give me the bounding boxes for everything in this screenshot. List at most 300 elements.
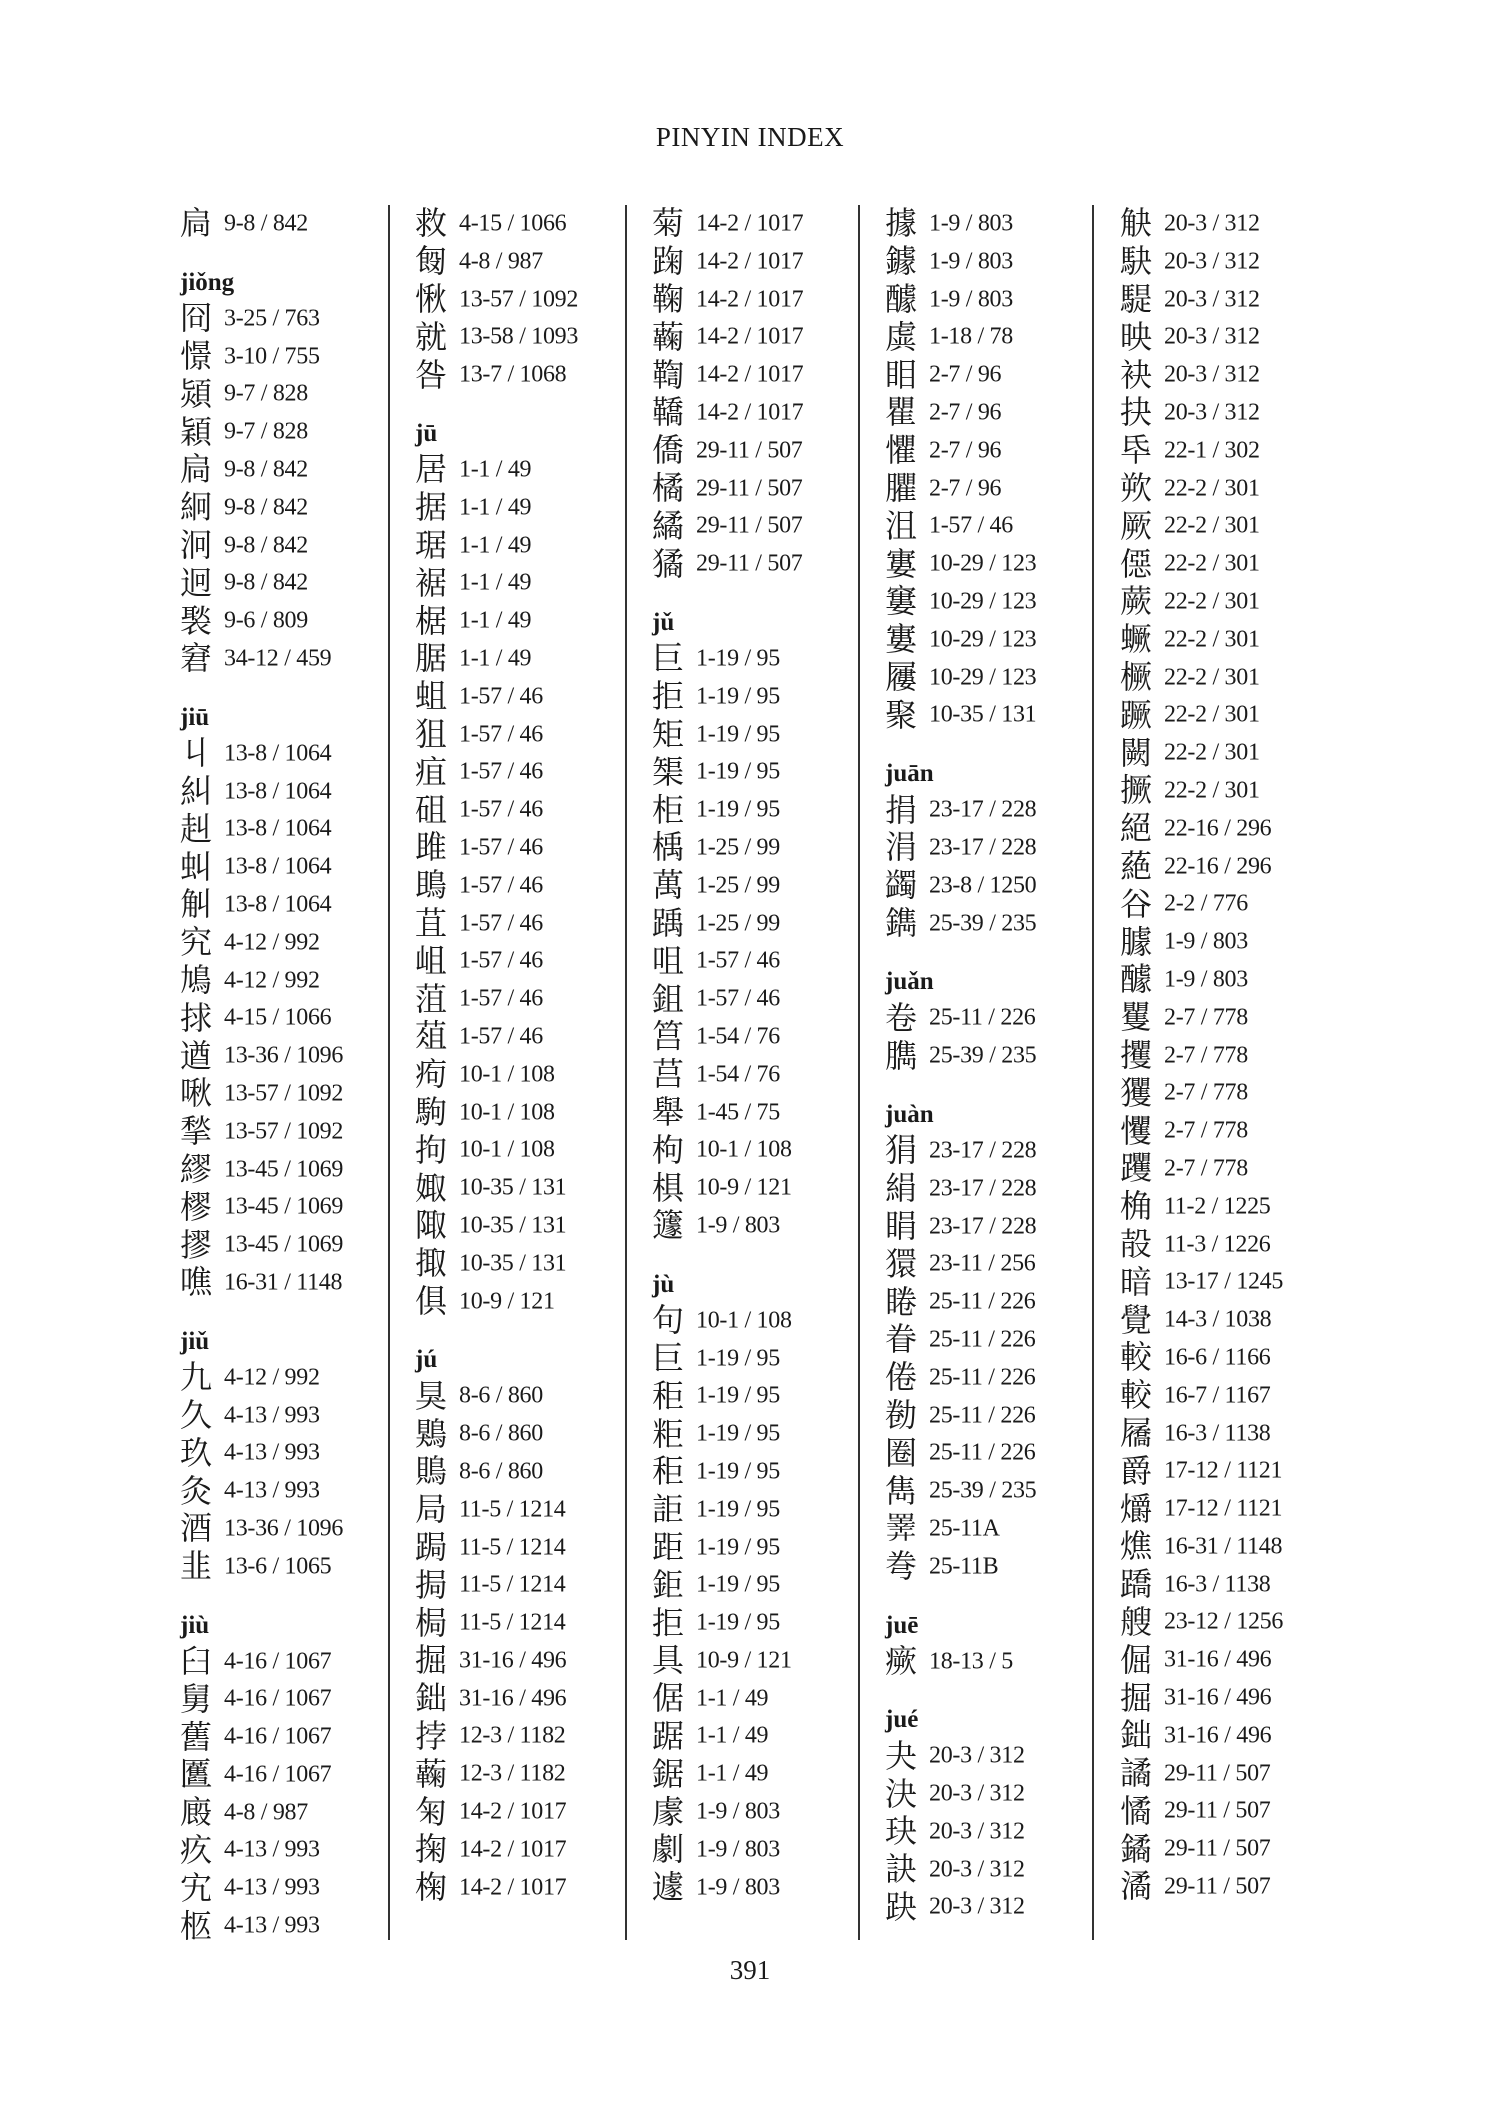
entry-reference: 29-11 / 507 xyxy=(1164,1797,1271,1824)
index-entry xyxy=(652,1491,892,1529)
entry-reference: 25-11B xyxy=(929,1553,999,1580)
entry-reference: 20-3 / 312 xyxy=(1164,323,1260,350)
entry-reference: 1-1 / 49 xyxy=(696,1760,769,1787)
entry-character: 救 xyxy=(415,204,448,243)
index-entry xyxy=(180,1510,420,1548)
index-entry xyxy=(180,1226,420,1264)
entry-reference: 2-7 / 96 xyxy=(929,437,1002,464)
entry-reference: 2-7 / 778 xyxy=(1164,1117,1248,1144)
entry-character: 秬 xyxy=(652,1376,685,1415)
index-entry xyxy=(885,205,1125,243)
index-entry xyxy=(885,243,1125,281)
index-entry xyxy=(1120,961,1360,999)
index-entry xyxy=(652,640,892,678)
syllable-heading: jū xyxy=(415,419,438,447)
index-entry xyxy=(885,1321,1125,1359)
entry-character: 揫 xyxy=(180,1112,213,1151)
entry-reference: 25-39 / 235 xyxy=(929,1477,1037,1504)
entry-reference: 14-3 / 1038 xyxy=(1164,1306,1272,1333)
entry-reference: 1-19 / 95 xyxy=(696,1344,780,1371)
entry-character: 涓 xyxy=(885,828,918,867)
entry-reference: 1-19 / 95 xyxy=(696,720,780,747)
index-entry xyxy=(652,1207,892,1245)
index-entry xyxy=(652,1094,892,1132)
entry-character: 睠 xyxy=(885,1282,918,1321)
entry-reference: 1-54 / 76 xyxy=(696,1023,780,1050)
entry-character: 鐻 xyxy=(885,242,918,281)
entry-character: 鋸 xyxy=(652,1754,685,1793)
syllable-heading: jiǒng xyxy=(180,268,235,296)
entry-character: 砠 xyxy=(415,790,448,829)
entry-reference: 16-31 / 1148 xyxy=(1164,1533,1283,1560)
entry-reference: 14-2 / 1017 xyxy=(696,361,804,388)
index-entry xyxy=(415,1642,655,1680)
entry-character: 痀 xyxy=(415,1055,448,1094)
entry-reference: 16-7 / 1167 xyxy=(1164,1382,1271,1409)
entry-character: 虯 xyxy=(180,847,213,886)
entry-reference: 4-16 / 1067 xyxy=(224,1685,332,1712)
entry-character: 韭 xyxy=(180,1547,213,1586)
entry-character: 琚 xyxy=(415,526,448,564)
entry-reference: 13-8 / 1064 xyxy=(224,740,332,767)
entry-character: 豦 xyxy=(652,1792,685,1831)
entry-reference: 3-25 / 763 xyxy=(224,305,320,332)
entry-character: 倔 xyxy=(1120,1640,1153,1679)
entry-character: 醵 xyxy=(885,280,918,319)
entry-reference: 17-12 / 1121 xyxy=(1164,1495,1283,1522)
entry-character: 跼 xyxy=(415,1527,448,1566)
entry-character: 燋 xyxy=(1120,1527,1153,1566)
index-entry xyxy=(885,999,1125,1037)
entry-reference: 13-17 / 1245 xyxy=(1164,1268,1284,1295)
entry-reference: 23-17 / 228 xyxy=(929,796,1037,823)
index-entry xyxy=(885,1208,1125,1246)
entry-character: 瘚 xyxy=(885,1641,918,1680)
entry-reference: 2-7 / 96 xyxy=(929,361,1002,388)
entry-reference: 13-57 / 1092 xyxy=(224,1118,344,1145)
entry-character: 矍 xyxy=(1120,998,1153,1037)
entry-character: 掫 xyxy=(415,1244,448,1283)
entry-reference: 29-11 / 507 xyxy=(1164,1760,1271,1787)
entry-character: 楀 xyxy=(652,828,685,867)
index-entry xyxy=(415,564,655,602)
entry-character: 抉 xyxy=(1120,393,1153,432)
index-entry xyxy=(415,1793,655,1831)
entry-reference: 1-57 / 46 xyxy=(696,985,780,1012)
entry-reference: 20-3 / 312 xyxy=(1164,361,1260,388)
entry-character: 爵 xyxy=(1120,1451,1153,1490)
entry-reference: 1-54 / 76 xyxy=(696,1061,780,1088)
entry-reference: 10-1 / 108 xyxy=(459,1136,555,1163)
entry-reference: 13-57 / 1092 xyxy=(459,286,579,313)
entry-character: 較 xyxy=(1120,1338,1153,1377)
entry-character: 匶 xyxy=(180,1755,213,1794)
index-entry xyxy=(652,1680,892,1718)
index-entry xyxy=(415,205,655,243)
entry-character: 蘜 xyxy=(652,317,685,356)
index-entry xyxy=(885,1851,1125,1889)
entry-reference: 1-57 / 46 xyxy=(696,947,780,974)
entry-reference: 29-11 / 507 xyxy=(696,550,803,577)
entry-reference: 13-58 / 1093 xyxy=(459,323,579,350)
entry-reference: 13-45 / 1069 xyxy=(224,1231,344,1258)
index-entry xyxy=(652,1131,892,1169)
entry-reference: 13-7 / 1068 xyxy=(459,361,567,388)
index-entry xyxy=(885,470,1125,508)
entry-reference: 29-11 / 507 xyxy=(696,437,803,464)
entry-reference: 4-13 / 993 xyxy=(224,1912,320,1939)
entry-reference: 12-3 / 1182 xyxy=(459,1760,566,1787)
entry-reference: 20-3 / 312 xyxy=(929,1780,1025,1807)
index-entry xyxy=(652,1302,892,1340)
entry-character: 憰 xyxy=(1120,1791,1153,1830)
entry-character: 狊 xyxy=(415,1376,448,1415)
index-entry xyxy=(652,1869,892,1907)
entry-reference: 1-57 / 46 xyxy=(929,512,1013,539)
index-entry xyxy=(415,1094,655,1132)
index-entry xyxy=(180,602,420,640)
entry-reference: 31-16 / 496 xyxy=(459,1647,567,1674)
entry-character: 獝 xyxy=(652,544,685,583)
entry-reference: 18-13 / 5 xyxy=(929,1647,1013,1674)
entry-character: 醵 xyxy=(1120,960,1153,999)
entry-character: 九 xyxy=(180,1358,213,1397)
syllable-heading: juān xyxy=(885,760,934,788)
syllable-group xyxy=(415,1343,655,1906)
entry-character: 橘 xyxy=(652,469,685,507)
entry-reference: 10-9 / 121 xyxy=(696,1647,792,1674)
entry-character: 苴 xyxy=(415,903,448,942)
entry-reference: 22-2 / 301 xyxy=(1164,512,1260,539)
index-entry xyxy=(885,905,1125,943)
entry-character: 秬 xyxy=(652,1452,685,1491)
index-entry xyxy=(885,1434,1125,1472)
entry-character: 疽 xyxy=(415,752,448,791)
index-entry xyxy=(885,1472,1125,1510)
index-entry xyxy=(180,1397,420,1435)
index-entry xyxy=(652,1566,892,1604)
entry-reference: 1-19 / 95 xyxy=(696,796,780,823)
index-entry xyxy=(180,1869,420,1907)
entry-reference: 34-12 / 459 xyxy=(224,645,332,672)
index-entry xyxy=(652,1415,892,1453)
index-entry xyxy=(652,356,892,394)
entry-character: 挶 xyxy=(415,1565,448,1604)
index-entry xyxy=(1120,1037,1360,1075)
entry-reference: 13-57 / 1092 xyxy=(224,1080,344,1107)
entry-reference: 8-6 / 860 xyxy=(459,1420,543,1447)
index-entry xyxy=(652,1056,892,1094)
index-entry xyxy=(415,1377,655,1415)
index-entry xyxy=(1120,1717,1360,1755)
entry-character: 舅 xyxy=(180,1679,213,1718)
entry-character: 映 xyxy=(1120,317,1153,356)
index-entry xyxy=(180,1264,420,1302)
entry-character: 疚 xyxy=(180,1830,213,1869)
entry-character: 踽 xyxy=(652,903,685,942)
entry-character: 絹 xyxy=(885,1169,918,1208)
index-entry xyxy=(1120,999,1360,1037)
syllable-heading: jiù xyxy=(180,1611,210,1639)
entry-character: 㱿 xyxy=(1120,1224,1153,1263)
index-entry xyxy=(415,1680,655,1718)
entry-reference: 1-1 / 49 xyxy=(459,569,532,596)
entry-reference: 11-5 / 1214 xyxy=(459,1571,566,1598)
entry-character: 椇 xyxy=(652,1168,685,1207)
entry-reference: 25-11 / 226 xyxy=(929,1439,1036,1466)
entry-character: 僫 xyxy=(1120,544,1153,583)
index-entry xyxy=(652,867,892,905)
index-entry xyxy=(652,507,892,545)
entry-character: 拘 xyxy=(415,1130,448,1169)
entry-reference: 14-2 / 1017 xyxy=(459,1798,567,1825)
entry-character: 駒 xyxy=(415,1092,448,1131)
entry-reference: 1-9 / 803 xyxy=(696,1874,780,1901)
entry-character: 捄 xyxy=(180,998,213,1037)
entry-reference: 1-1 / 49 xyxy=(696,1722,769,1749)
entry-character: 玃 xyxy=(1120,1073,1153,1112)
entry-reference: 9-8 / 842 xyxy=(224,494,308,521)
syllable-group xyxy=(180,701,420,1302)
entry-reference: 8-6 / 860 xyxy=(459,1382,543,1409)
entry-character: 虡 xyxy=(885,317,918,356)
index-entry xyxy=(1120,545,1360,583)
index-entry xyxy=(415,1529,655,1567)
entry-reference: 9-6 / 809 xyxy=(224,607,308,634)
entry-reference: 14-2 / 1017 xyxy=(459,1874,567,1901)
syllable-group xyxy=(885,757,1125,942)
entry-character: 䀠 xyxy=(885,355,918,394)
entry-reference: 22-2 / 301 xyxy=(1164,739,1260,766)
entry-character: 冏 xyxy=(180,299,213,338)
entry-character: 躩 xyxy=(1120,1149,1153,1188)
entry-character: 睊 xyxy=(885,1206,918,1245)
entry-reference: 10-29 / 123 xyxy=(929,588,1037,615)
index-entry xyxy=(415,980,655,1018)
entry-character: 鳩 xyxy=(180,960,213,999)
entry-character: 蘜 xyxy=(415,1754,448,1793)
index-entry xyxy=(415,281,655,319)
entry-reference: 25-11 / 226 xyxy=(929,1401,1036,1428)
index-entry xyxy=(180,300,420,338)
entry-reference: 31-16 / 496 xyxy=(459,1685,567,1712)
index-entry xyxy=(652,980,892,1018)
index-entry xyxy=(180,1548,420,1586)
entry-character: 欮 xyxy=(1120,469,1153,507)
entry-reference: 1-9 / 803 xyxy=(696,1212,780,1239)
entry-character: 椐 xyxy=(415,601,448,640)
entry-character: 矩 xyxy=(652,714,685,753)
index-entry xyxy=(180,962,420,1000)
entry-character: 泂 xyxy=(180,526,213,564)
entry-character: 娵 xyxy=(415,1168,448,1207)
entry-reference: 25-11A xyxy=(929,1515,1000,1542)
entry-character: 絕 xyxy=(1120,809,1153,848)
entry-reference: 14-2 / 1017 xyxy=(696,286,804,313)
entry-reference: 20-3 / 312 xyxy=(1164,210,1260,237)
entry-character: 谷 xyxy=(1120,884,1153,923)
entry-reference: 16-3 / 1138 xyxy=(1164,1571,1271,1598)
entry-reference: 22-2 / 301 xyxy=(1164,777,1260,804)
index-entry xyxy=(415,356,655,394)
index-entry xyxy=(180,924,420,962)
entry-character: 絅 xyxy=(180,488,213,527)
entry-character: 樛 xyxy=(180,1187,213,1226)
entry-reference: 10-1 / 108 xyxy=(696,1136,792,1163)
entry-character: 筥 xyxy=(652,1017,685,1056)
syllable-group xyxy=(652,205,892,583)
entry-reference: 1-57 / 46 xyxy=(459,872,543,899)
entry-reference: 1-19 / 95 xyxy=(696,1571,780,1598)
entry-character: 椈 xyxy=(415,1868,448,1907)
entry-reference: 4-16 / 1067 xyxy=(224,1647,332,1674)
entry-reference: 1-1 / 49 xyxy=(459,494,532,521)
index-entry xyxy=(415,1755,655,1793)
index-entry xyxy=(180,1831,420,1869)
entry-character: 局 xyxy=(415,1490,448,1529)
index-entry xyxy=(652,1717,892,1755)
entry-character: 扃 xyxy=(180,450,213,489)
entry-reference: 10-35 / 131 xyxy=(459,1174,567,1201)
index-entry xyxy=(1120,1566,1360,1604)
syllable-heading: jiǔ xyxy=(180,1327,210,1355)
index-entry xyxy=(652,470,892,508)
entry-reference: 13-36 / 1096 xyxy=(224,1515,344,1542)
entry-reference: 22-2 / 301 xyxy=(1164,701,1260,728)
index-entry xyxy=(1120,1603,1360,1641)
page-title: PINYIN INDEX xyxy=(655,122,845,152)
entry-character: 鵙 xyxy=(415,1452,448,1491)
entry-character: 柩 xyxy=(180,1906,213,1945)
entry-reference: 14-2 / 1017 xyxy=(696,248,804,275)
entry-reference: 20-3 / 312 xyxy=(929,1893,1025,1920)
entry-reference: 10-1 / 108 xyxy=(696,1307,792,1334)
entry-character: 拒 xyxy=(652,1603,685,1642)
syllable-heading: jú xyxy=(415,1346,438,1374)
index-entry xyxy=(415,753,655,791)
index-entry xyxy=(1120,507,1360,545)
index-entry xyxy=(1120,243,1360,281)
index-entry xyxy=(885,1510,1125,1548)
entry-reference: 9-8 / 842 xyxy=(224,569,308,596)
entry-reference: 25-11 / 226 xyxy=(929,1004,1036,1031)
index-entry xyxy=(415,1056,655,1094)
index-entry xyxy=(415,1245,655,1283)
index-entry xyxy=(415,1453,655,1491)
index-entry xyxy=(652,1831,892,1869)
index-entry xyxy=(415,905,655,943)
syllable-heading: juē xyxy=(885,1611,919,1639)
index-entry xyxy=(415,1491,655,1529)
entry-reference: 9-7 / 828 xyxy=(224,418,308,445)
entry-character: 駃 xyxy=(1120,242,1153,281)
index-entry xyxy=(1120,772,1360,810)
entry-character: 穎 xyxy=(180,412,213,451)
entry-character: 獧 xyxy=(885,1244,918,1283)
index-entry xyxy=(885,1037,1125,1075)
index-entry xyxy=(1120,1755,1360,1793)
entry-reference: 13-45 / 1069 xyxy=(224,1193,344,1220)
entry-reference: 4-13 / 993 xyxy=(224,1439,320,1466)
entry-reference: 23-8 / 1250 xyxy=(929,872,1037,899)
index-entry xyxy=(180,735,420,773)
entry-reference: 4-8 / 987 xyxy=(459,248,543,275)
entry-character: 寠 xyxy=(885,544,918,583)
index-entry xyxy=(885,394,1125,432)
entry-reference: 20-3 / 312 xyxy=(929,1818,1025,1845)
entry-character: 岨 xyxy=(415,941,448,980)
entry-reference: 1-57 / 46 xyxy=(459,758,543,785)
index-column xyxy=(415,205,655,1906)
entry-reference: 1-19 / 95 xyxy=(696,1609,780,1636)
entry-character: 宄 xyxy=(180,1868,213,1907)
entry-character: 觖 xyxy=(1120,204,1153,243)
index-entry xyxy=(415,1283,655,1321)
entry-reference: 29-11 / 507 xyxy=(1164,1835,1271,1862)
entry-character: 鶪 xyxy=(415,1414,448,1453)
index-entry xyxy=(885,507,1125,545)
entry-reference: 8-6 / 860 xyxy=(459,1458,543,1485)
entry-reference: 11-2 / 1225 xyxy=(1164,1193,1271,1220)
entry-reference: 16-31 / 1148 xyxy=(224,1269,343,1296)
entry-reference: 2-2 / 776 xyxy=(1164,890,1248,917)
syllable-heading: jǔ xyxy=(652,608,675,636)
entry-reference: 1-25 / 99 xyxy=(696,909,780,936)
index-entry xyxy=(1120,1074,1360,1112)
entry-reference: 2-7 / 96 xyxy=(929,399,1002,426)
index-entry xyxy=(885,281,1125,319)
index-entry xyxy=(1120,1452,1360,1490)
entry-character: 袂 xyxy=(1120,355,1153,394)
entry-character: 腒 xyxy=(415,639,448,678)
entry-reference: 1-9 / 803 xyxy=(696,1836,780,1863)
index-entry xyxy=(885,356,1125,394)
index-entry xyxy=(180,810,420,848)
index-entry xyxy=(1120,1188,1360,1226)
entry-reference: 31-16 / 496 xyxy=(1164,1646,1272,1673)
entry-character: 据 xyxy=(415,488,448,527)
entry-character: 觓 xyxy=(180,885,213,924)
syllable-heading: juǎn xyxy=(885,968,934,996)
entry-reference: 9-8 / 842 xyxy=(224,532,308,558)
entry-character: 臞 xyxy=(885,469,918,507)
index-entry xyxy=(652,1377,892,1415)
entry-character: 摎 xyxy=(180,1225,213,1264)
index-entry xyxy=(180,1075,420,1113)
index-entry xyxy=(415,1018,655,1056)
index-entry xyxy=(1120,1377,1360,1415)
entry-reference: 4-15 / 1066 xyxy=(224,1004,332,1031)
syllable-group xyxy=(652,1268,892,1907)
index-entry xyxy=(652,394,892,432)
entry-character: 橛 xyxy=(1120,657,1153,696)
syllable-group xyxy=(180,205,420,243)
index-entry xyxy=(415,243,655,281)
entry-reference: 9-8 / 842 xyxy=(224,456,308,483)
entry-reference: 29-11 / 507 xyxy=(696,475,803,501)
entry-reference: 14-2 / 1017 xyxy=(696,210,804,237)
entry-character: 鞫 xyxy=(652,355,685,394)
entry-character: 僑 xyxy=(652,431,685,470)
entry-reference: 23-11 / 256 xyxy=(929,1250,1036,1277)
entry-character: 圈 xyxy=(885,1433,918,1472)
entry-character: 繆 xyxy=(180,1149,213,1188)
index-entry xyxy=(1120,1792,1360,1830)
entry-character: 距 xyxy=(652,1527,685,1566)
entry-character: 赳 xyxy=(180,809,213,848)
entry-reference: 1-19 / 95 xyxy=(696,1533,780,1560)
entry-reference: 22-2 / 301 xyxy=(1164,663,1260,690)
